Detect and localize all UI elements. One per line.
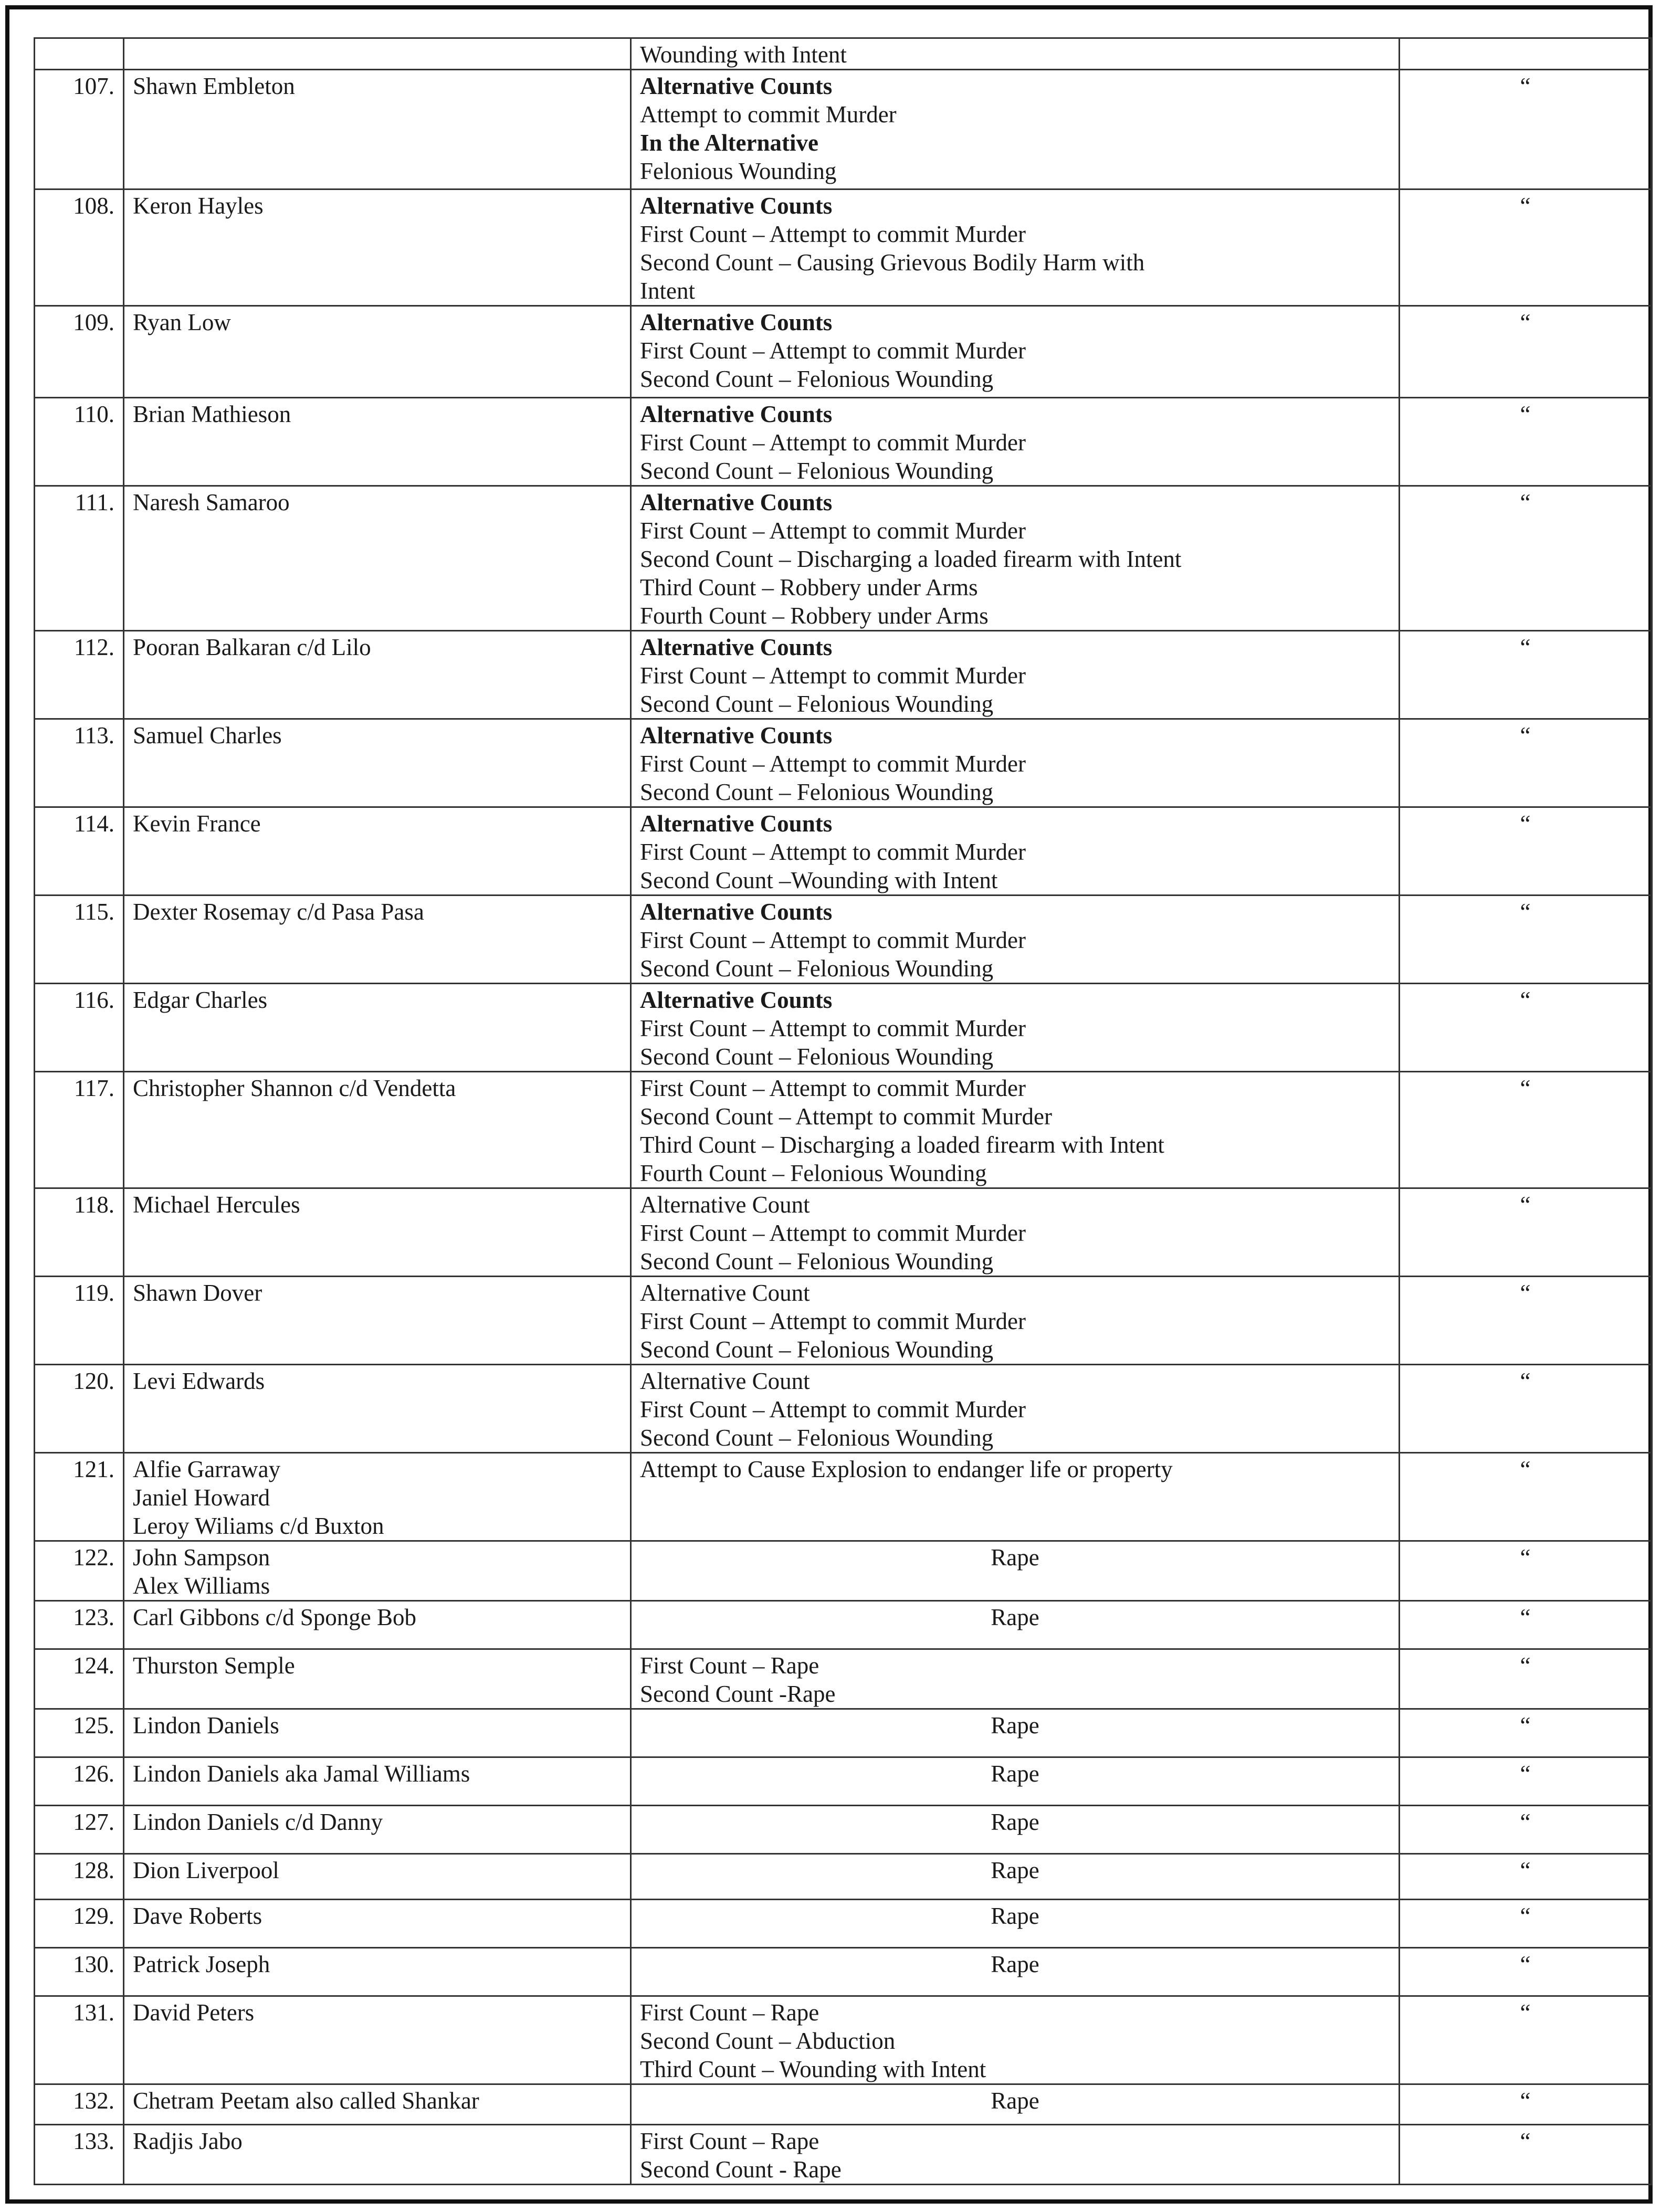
- offence-line: Rape: [991, 1903, 1039, 1929]
- case-number: 129.: [35, 1900, 124, 1948]
- table-row: [35, 1900, 1652, 1948]
- accused-names-cell: [124, 1709, 631, 1757]
- offence-cell: [631, 1996, 1400, 2084]
- accused-names-cell: [124, 631, 631, 719]
- offence-cell: [631, 1072, 1400, 1188]
- offence-cell: [631, 1900, 1400, 1948]
- offence-line: Attempt to Cause Explosion to endanger life or property: [640, 1456, 1173, 1482]
- accused-names-cell: [124, 1188, 631, 1277]
- table-row: [35, 70, 1652, 189]
- offence-cell: [631, 38, 1400, 70]
- case-number: 116.: [35, 984, 124, 1072]
- table-row: [35, 1806, 1652, 1854]
- ditto-mark: “: [1400, 70, 1652, 189]
- offence-line: First Count – Attempt to commit Murder: [640, 1220, 1026, 1246]
- case-number: 123.: [35, 1601, 124, 1649]
- offence-heading: Alternative Counts: [640, 722, 833, 749]
- ditto-mark: “: [1400, 1900, 1652, 1948]
- ditto-cell: [1400, 38, 1652, 70]
- offence-line: Second Count – Felonious Wounding: [640, 1425, 994, 1451]
- offence-line: Third Count – Wounding with Intent: [640, 2056, 986, 2082]
- ditto-mark: “: [1400, 1365, 1652, 1453]
- offence-line: First Count – Attempt to commit Murder: [640, 839, 1026, 865]
- ditto-mark: “: [1400, 1996, 1652, 2084]
- accused-name: Edgar Charles: [133, 987, 268, 1013]
- offence-line: First Count – Attempt to commit Murder: [640, 429, 1026, 456]
- accused-name: Lindon Daniels aka Jamal Williams: [133, 1761, 470, 1787]
- case-number: 130.: [35, 1948, 124, 1996]
- offence-cell: [631, 486, 1400, 631]
- offence-line: Second Count – Abduction: [640, 2028, 896, 2054]
- ditto-mark: “: [1400, 306, 1652, 398]
- offence-cell: [631, 2084, 1400, 2125]
- accused-names-cell: [124, 807, 631, 896]
- ditto-mark: “: [1400, 1072, 1652, 1188]
- table-row: [35, 2125, 1652, 2185]
- accused-name: Brian Mathieson: [133, 401, 291, 427]
- ditto-mark: “: [1400, 1709, 1652, 1757]
- offence-heading: Alternative Counts: [640, 899, 833, 925]
- offence-line: Alternative Count: [640, 1368, 810, 1394]
- offence-line: Second Count - Rape: [640, 2156, 842, 2183]
- offence-cell: [631, 1757, 1400, 1806]
- offence-line: Rape: [991, 2088, 1039, 2114]
- accused-name: Michael Hercules: [133, 1192, 300, 1218]
- ditto-mark: “: [1400, 1649, 1652, 1709]
- ditto-mark: “: [1400, 1188, 1652, 1277]
- offence-line: Second Count –Wounding with Intent: [640, 867, 998, 893]
- table-row: [35, 719, 1652, 807]
- accused-names-cell: [124, 984, 631, 1072]
- case-number: 126.: [35, 1757, 124, 1806]
- offence-cell: [631, 1541, 1400, 1601]
- ditto-mark: “: [1400, 1948, 1652, 1996]
- case-number: 111.: [35, 486, 124, 631]
- offence-cell: [631, 1453, 1400, 1541]
- offence-heading: Alternative Counts: [640, 309, 833, 335]
- table-row: [35, 398, 1652, 486]
- offence-cell: [631, 1601, 1400, 1649]
- case-number: 112.: [35, 631, 124, 719]
- accused-name: Radjis Jabo: [133, 2128, 243, 2154]
- accused-name: Chetram Peetam also called Shankar: [133, 2088, 479, 2114]
- offence-line: First Count – Attempt to commit Murder: [640, 1308, 1026, 1334]
- offence-cell: [631, 719, 1400, 807]
- table-row: [35, 486, 1652, 631]
- offence-line: First Count – Attempt to commit Murder: [640, 751, 1026, 777]
- accused-names-cell: [124, 1806, 631, 1854]
- case-number: 118.: [35, 1188, 124, 1277]
- ditto-mark: “: [1400, 631, 1652, 719]
- offence-line: Second Count – Felonious Wounding: [640, 779, 994, 805]
- table-row: [35, 1709, 1652, 1757]
- accused-name: Levi Edwards: [133, 1368, 265, 1394]
- offence-line: Intent: [640, 278, 695, 304]
- ditto-mark: “: [1400, 1541, 1652, 1601]
- offence-cell: [631, 1277, 1400, 1365]
- offence-cell: [631, 1649, 1400, 1709]
- accused-names-cell: [124, 1948, 631, 1996]
- accused-names-cell: [124, 1601, 631, 1649]
- offence-line: Third Count – Discharging a loaded firearm with Intent: [640, 1132, 1164, 1158]
- offence-line: Alternative Count: [640, 1280, 810, 1306]
- offence-cell: [631, 807, 1400, 896]
- offence-line: Second Count – Felonious Wounding: [640, 366, 994, 392]
- accused-names-cell: [124, 2125, 631, 2185]
- accused-name: Leroy Wiliams c/d Buxton: [133, 1513, 384, 1539]
- offence-line: First Count – Attempt to commit Murder: [640, 518, 1026, 544]
- accused-names-cell: [124, 1757, 631, 1806]
- table-row: [35, 1277, 1652, 1365]
- accused-name: Naresh Samaroo: [133, 489, 290, 515]
- accused-names-cell: [124, 70, 631, 189]
- accused-name: Samuel Charles: [133, 722, 282, 749]
- case-number: 108.: [35, 189, 124, 306]
- accused-names-cell: [124, 1854, 631, 1900]
- case-number: 122.: [35, 1541, 124, 1601]
- case-number: 124.: [35, 1649, 124, 1709]
- offence-heading: Alternative Counts: [640, 810, 833, 837]
- offence-line: First Count – Attempt to commit Murder: [640, 1075, 1026, 1101]
- offence-line: Second Count – Causing Grievous Bodily Harm with: [640, 249, 1145, 276]
- accused-names-cell: [124, 896, 631, 984]
- accused-names-cell: [124, 1649, 631, 1709]
- offence-line: First Count – Attempt to commit Murder: [640, 338, 1026, 364]
- table-row: [35, 1649, 1652, 1709]
- offence-cell: [631, 896, 1400, 984]
- offence-cell: [631, 1854, 1400, 1900]
- offence-cell: [631, 984, 1400, 1072]
- accused-name: Shawn Embleton: [133, 73, 295, 99]
- offence-line: First Count – Attempt to commit Murder: [640, 1015, 1026, 1041]
- offence-line: Fourth Count – Felonious Wounding: [640, 1160, 987, 1186]
- accused-names-cell: [124, 1072, 631, 1188]
- offence-line: Second Count – Discharging a loaded firearm with Intent: [640, 546, 1182, 572]
- table-row: [35, 1365, 1652, 1453]
- offence-line: Rape: [991, 1761, 1039, 1787]
- accused-names-cell: [124, 1277, 631, 1365]
- offence-cell: [631, 631, 1400, 719]
- accused-name: Alex Williams: [133, 1573, 270, 1599]
- offence-cell: [631, 398, 1400, 486]
- ditto-mark: “: [1400, 1277, 1652, 1365]
- offence-line: Third Count – Robbery under Arms: [640, 574, 978, 601]
- ditto-mark: “: [1400, 1854, 1652, 1900]
- table-row: [35, 2084, 1652, 2125]
- case-number: 128.: [35, 1854, 124, 1900]
- ditto-mark: “: [1400, 719, 1652, 807]
- offence-line: Felonious Wounding: [640, 158, 837, 184]
- offence-line: Rape: [991, 1857, 1039, 1883]
- document-page: [5, 5, 1653, 2204]
- accused-names-cell: [124, 1453, 631, 1541]
- case-number: 119.: [35, 1277, 124, 1365]
- offence-line: Second Count – Felonious Wounding: [640, 1336, 994, 1363]
- case-number: 120.: [35, 1365, 124, 1453]
- offence-line: Rape: [991, 1604, 1039, 1630]
- ditto-mark: “: [1400, 984, 1652, 1072]
- case-number: 109.: [35, 306, 124, 398]
- offence-line: Second Count – Felonious Wounding: [640, 955, 994, 982]
- offence-line: Second Count – Felonious Wounding: [640, 1044, 994, 1070]
- offence-cell: [631, 189, 1400, 306]
- name-cell: [124, 38, 631, 70]
- offence-line: Fourth Count – Robbery under Arms: [640, 603, 989, 629]
- accused-name: Patrick Joseph: [133, 1951, 270, 1977]
- ditto-mark: “: [1400, 1601, 1652, 1649]
- accused-names-cell: [124, 398, 631, 486]
- offence-cell: [631, 1948, 1400, 1996]
- accused-names-cell: [124, 1900, 631, 1948]
- offence-line: Rape: [991, 1544, 1039, 1571]
- offence-line: Rape: [991, 1712, 1039, 1739]
- accused-name: Shawn Dover: [133, 1280, 262, 1306]
- offence-line: Alternative Count: [640, 1192, 810, 1218]
- case-number: 127.: [35, 1806, 124, 1854]
- offence-cell: [631, 70, 1400, 189]
- offence-line: First Count – Rape: [640, 1652, 819, 1679]
- accused-name: Lindon Daniels c/d Danny: [133, 1809, 383, 1835]
- accused-names-cell: [124, 1996, 631, 2084]
- table-row: [35, 807, 1652, 896]
- case-list-table: [34, 37, 1652, 2185]
- case-number: 117.: [35, 1072, 124, 1188]
- offence-line: Second Count – Felonious Wounding: [640, 691, 994, 717]
- accused-name: Dion Liverpool: [133, 1857, 279, 1883]
- offence-line: Rape: [991, 1809, 1039, 1835]
- accused-names-cell: [124, 719, 631, 807]
- case-number: 121.: [35, 1453, 124, 1541]
- accused-name: Alfie Garraway: [133, 1456, 281, 1482]
- offence-heading: Alternative Counts: [640, 634, 833, 660]
- table-row: [35, 631, 1652, 719]
- ditto-mark: “: [1400, 1453, 1652, 1541]
- offence-heading: Alternative Counts: [640, 193, 833, 219]
- accused-name: Dexter Rosemay c/d Pasa Pasa: [133, 899, 424, 925]
- number-cell: [35, 38, 124, 70]
- ditto-mark: “: [1400, 1806, 1652, 1854]
- accused-names-cell: [124, 189, 631, 306]
- ditto-mark: “: [1400, 807, 1652, 896]
- table-row: [35, 1948, 1652, 1996]
- accused-name: Lindon Daniels: [133, 1712, 279, 1739]
- case-number: 115.: [35, 896, 124, 984]
- ditto-mark: “: [1400, 2084, 1652, 2125]
- accused-name: Thurston Semple: [133, 1652, 295, 1679]
- offence-cell: [631, 306, 1400, 398]
- table-row: [35, 1541, 1652, 1601]
- offence-line: First Count – Attempt to commit Murder: [640, 1396, 1026, 1423]
- accused-name: Keron Hayles: [133, 193, 264, 219]
- offence-line: First Count – Attempt to commit Murder: [640, 927, 1026, 953]
- offence-cell: [631, 1365, 1400, 1453]
- case-number: 125.: [35, 1709, 124, 1757]
- table-row: [35, 1188, 1652, 1277]
- offence-cell: [631, 1806, 1400, 1854]
- offence-line: Second Count – Felonious Wounding: [640, 1248, 994, 1274]
- table-row: [35, 189, 1652, 306]
- offence-line: Attempt to commit Murder: [640, 101, 897, 128]
- case-number: 114.: [35, 807, 124, 896]
- offence-line: Wounding with Intent: [640, 41, 847, 68]
- ditto-mark: “: [1400, 2125, 1652, 2185]
- case-number: 107.: [35, 70, 124, 189]
- case-number: 113.: [35, 719, 124, 807]
- table-row-continuation: [35, 38, 1652, 70]
- table-row: [35, 1757, 1652, 1806]
- case-number: 110.: [35, 398, 124, 486]
- table-row: [35, 306, 1652, 398]
- accused-names-cell: [124, 486, 631, 631]
- accused-name: Carl Gibbons c/d Sponge Bob: [133, 1604, 416, 1630]
- accused-names-cell: [124, 1541, 631, 1601]
- ditto-mark: “: [1400, 486, 1652, 631]
- offence-line: First Count – Rape: [640, 1999, 819, 2026]
- offence-line: First Count – Attempt to commit Murder: [640, 662, 1026, 689]
- case-number: 131.: [35, 1996, 124, 2084]
- accused-name: Pooran Balkaran c/d Lilo: [133, 634, 371, 660]
- offence-line: First Count – Attempt to commit Murder: [640, 221, 1026, 247]
- ditto-mark: “: [1400, 1757, 1652, 1806]
- table-row: [35, 1072, 1652, 1188]
- offence-line: Second Count – Attempt to commit Murder: [640, 1103, 1052, 1130]
- table-row: [35, 1601, 1652, 1649]
- offence-cell: [631, 1188, 1400, 1277]
- table-row: [35, 1453, 1652, 1541]
- accused-name: Dave Roberts: [133, 1903, 262, 1929]
- accused-name: Janiel Howard: [133, 1484, 270, 1511]
- offence-heading: Alternative Counts: [640, 489, 833, 515]
- offence-cell: [631, 2125, 1400, 2185]
- accused-name: Christopher Shannon c/d Vendetta: [133, 1075, 456, 1101]
- offence-line: First Count – Rape: [640, 2128, 819, 2154]
- table-row: [35, 1854, 1652, 1900]
- case-number: 132.: [35, 2084, 124, 2125]
- accused-names-cell: [124, 306, 631, 398]
- table-row: [35, 984, 1652, 1072]
- offence-line: Rape: [991, 1951, 1039, 1977]
- offence-heading: Alternative Counts: [640, 401, 833, 427]
- accused-names-cell: [124, 2084, 631, 2125]
- accused-name: David Peters: [133, 1999, 255, 2026]
- offence-heading: Alternative Counts: [640, 987, 833, 1013]
- offence-cell: [631, 1709, 1400, 1757]
- ditto-mark: “: [1400, 398, 1652, 486]
- case-number: 133.: [35, 2125, 124, 2185]
- accused-name: John Sampson: [133, 1544, 270, 1571]
- offence-line: Second Count -Rape: [640, 1681, 836, 1707]
- table-row: [35, 896, 1652, 984]
- offence-heading: Alternative Counts: [640, 73, 833, 99]
- accused-names-cell: [124, 1365, 631, 1453]
- accused-name: Ryan Low: [133, 309, 231, 335]
- ditto-mark: “: [1400, 896, 1652, 984]
- ditto-mark: “: [1400, 189, 1652, 306]
- accused-name: Kevin France: [133, 810, 261, 837]
- offence-line: Second Count – Felonious Wounding: [640, 458, 994, 484]
- table-row: [35, 1996, 1652, 2084]
- offence-heading: In the Alternative: [640, 130, 818, 156]
